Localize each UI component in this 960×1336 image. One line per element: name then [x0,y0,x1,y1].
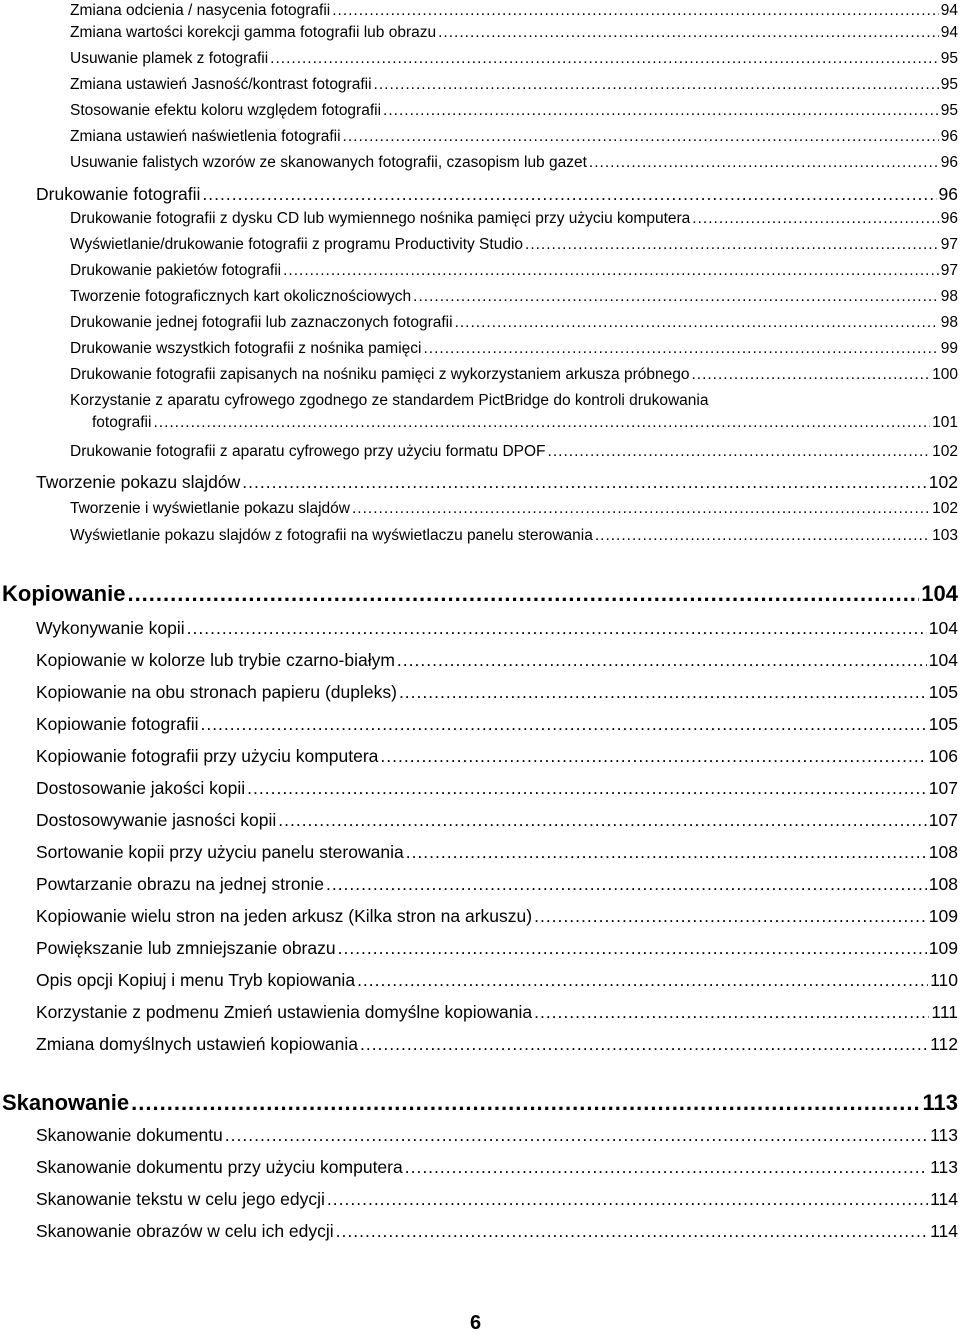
toc-entry-title: Zmiana wartości korekcji gamma fotografii lub obrazu [70,24,437,41]
toc-entry-row [70,338,958,360]
toc-entry-row [70,260,958,282]
toc-entry-row [36,616,958,640]
dot-leader [283,260,939,282]
dot-leader [380,744,926,768]
dot-leader [405,1155,928,1179]
toc-entry-row [36,968,958,992]
toc-entry-level-2[interactable] [36,1123,958,1147]
toc-entry-row [36,1000,958,1024]
toc-entry-page: 110 [930,970,958,990]
toc-entry-title: Drukowanie jednej fotografii lub zaznaczonych fotografii [70,314,453,331]
toc-entry-level-3[interactable] [70,0,958,22]
toc-entry-level-3[interactable] [70,48,958,70]
toc-entry-row [70,312,958,334]
toc-entry-title: Skanowanie obrazów w celu ich edycji [36,1221,334,1241]
toc-entry-page: 94 [940,2,958,19]
toc-entry-row [70,100,958,122]
toc-entry-page: 101 [932,414,958,431]
toc-entry-page: 102 [932,443,958,460]
toc-entry-title: Wykonywanie kopii [36,618,185,638]
toc-entry-level-3[interactable] [70,312,958,334]
toc-entry-page: 99 [940,340,958,357]
toc-entry-level-3[interactable] [70,234,958,256]
toc-entry-page: 97 [940,262,958,279]
toc-entry-page: 112 [930,1034,958,1054]
toc-entry-level-3[interactable] [70,390,958,434]
toc-entry-row [70,286,958,308]
dot-leader [374,74,939,96]
toc-entry-page: 98 [940,288,958,305]
toc-entry-row [70,22,958,44]
toc-entry-page: 100 [932,366,958,383]
toc-entry-title: Kopiowanie fotografii przy użyciu komputera [36,746,379,766]
toc-entry-title: Zmiana odcienia / nasycenia fotografii [70,2,331,19]
toc-entry-row [36,182,958,206]
toc-entry-level-3[interactable] [70,74,958,96]
toc-entry-page: 113 [930,1157,958,1177]
toc-entry-page: 108 [928,874,958,894]
toc-entry-title: Skanowanie [2,1090,130,1115]
dot-leader [326,872,927,896]
toc-entry-level-2[interactable] [36,904,958,928]
toc-entry-page: 108 [928,842,958,862]
toc-entry-row [70,441,958,463]
toc-entry-title: Korzystanie z podmenu Zmień ustawienia domyślne kopiowania [36,1002,533,1022]
toc-entry-row [70,234,958,256]
toc-entry-title-line1: Korzystanie z aparatu cyfrowego zgodnego ze standardem PictBridge do kontroli drukowania [70,392,709,409]
dot-leader [692,208,938,230]
toc-entry-page: 95 [940,102,958,119]
dot-leader [534,904,927,928]
toc-entry-title: Drukowanie fotografii zapisanych na nośniku pamięci z wykorzystaniem arkusza próbnego [70,366,690,383]
dot-leader [270,48,939,70]
toc-entry-row [2,580,958,608]
dot-leader [589,152,939,174]
toc-entry-title: Sortowanie kopii przy użyciu panelu sterowania [36,842,404,862]
toc-entry-row [36,680,958,704]
dot-leader [595,525,930,547]
toc-entry-level-2[interactable] [36,1187,958,1211]
toc-entry-title: Tworzenie i wyświetlanie pokazu slajdów [70,500,350,517]
toc-entry-row [70,48,958,70]
toc-entry-page: 111 [931,1002,958,1022]
toc-entry-row [70,208,958,230]
dot-leader [525,234,939,256]
toc-entry-row [70,412,958,434]
toc-entry-level-2[interactable] [36,680,958,704]
dot-leader [383,100,939,122]
toc-entry-level-3[interactable] [70,364,958,386]
toc-entry-title: Zmiana ustawień naświetlenia fotografii [70,128,341,145]
toc-entry-row [70,74,958,96]
toc-entry-page: 113 [922,1090,958,1115]
toc-entry-level-2[interactable] [36,968,958,992]
toc-entry-title: Drukowanie pakietów fotografii [70,262,282,279]
toc-entry-title: Opis opcji Kopiuj i menu Tryb kopiowania [36,970,356,990]
toc-entry-row [36,712,958,736]
toc-entry-level-2[interactable] [36,616,958,640]
toc-entry-title: Kopiowanie w kolorze lub trybie czarno-białym [36,650,395,670]
toc-entry-page: 95 [940,50,958,67]
toc-entry-level-2[interactable] [36,712,958,736]
toc-entry-level-2[interactable] [36,1155,958,1179]
toc-entry-row [36,648,958,672]
toc-entry-row [36,470,958,494]
toc-entry-level-3[interactable] [70,152,958,174]
dot-leader [534,1000,929,1024]
toc-entry-level-1[interactable] [2,1089,958,1117]
toc-entry-title: fotografii [92,414,152,431]
toc-entry-title: Dostosowanie jakości kopii [36,778,246,798]
toc-entry-page: 103 [932,527,958,544]
toc-entry-title: Drukowanie fotografii z aparatu cyfrowego przy użyciu formatu DPOF [70,443,546,460]
dot-leader [352,498,930,520]
toc-entry-page: 94 [940,24,958,41]
toc-entry-row [2,1089,958,1117]
dot-leader [327,1187,928,1211]
dot-leader [225,1123,928,1147]
toc-entry-level-3[interactable] [70,126,958,148]
toc-entry-level-2[interactable] [36,470,958,494]
dot-leader [278,808,927,832]
toc-entry-page: 109 [928,906,958,926]
toc-entry-title: Drukowanie fotografii [36,184,201,204]
dot-leader [406,840,927,864]
toc-entry-title: Wyświetlanie pokazu slajdów z fotografii na wyświetlaczu panelu sterowania [70,527,593,544]
dot-leader [455,312,939,334]
toc-entry-page: 107 [928,778,958,798]
toc-entry-page: 114 [930,1189,958,1209]
toc-entry-level-2[interactable] [36,648,958,672]
toc-entry-page: 104 [921,581,958,606]
dot-leader [242,470,927,494]
dot-leader [691,364,930,386]
dot-leader [187,616,927,640]
dot-leader [247,776,927,800]
toc-entry-page: 102 [928,472,958,492]
toc-entry-level-1[interactable] [2,580,958,608]
toc-entry-row [36,808,958,832]
toc-entry-title: Kopiowanie wielu stron na jeden arkusz (Kilka stron na arkuszu) [36,906,533,926]
dot-leader [397,648,927,672]
toc-entry-level-2[interactable] [36,872,958,896]
toc-entry-title: Kopiowanie [2,581,126,606]
toc-entry-row [36,840,958,864]
toc-entry-level-3[interactable] [70,498,958,520]
dot-leader [338,936,927,960]
toc-entry-row [36,904,958,928]
toc-entry-row [70,0,958,22]
toc-entry-title: Kopiowanie fotografii [36,714,199,734]
toc-entry-row [70,126,958,148]
toc-entry-row [36,1155,958,1179]
toc-entry-level-3[interactable] [70,441,958,463]
dot-leader [548,441,931,463]
toc-entry-title: Wyświetlanie/drukowanie fotografii z programu Productivity Studio [70,236,524,253]
toc-entry-title: Tworzenie fotograficznych kart okolicznościowych [70,288,412,305]
toc-entry-page: 106 [928,746,958,766]
toc-entry-row [70,525,958,547]
dot-leader [131,1089,920,1117]
toc-entry-page: 104 [928,650,958,670]
toc-entry-level-3[interactable] [70,525,958,547]
toc-entry-row [36,776,958,800]
toc-entry-page: 107 [928,810,958,830]
toc-entry-level-3[interactable] [70,22,958,44]
dot-leader [413,286,939,308]
toc-entry-page: 102 [932,500,958,517]
dot-leader [332,0,939,22]
toc-entry-row [36,1219,958,1243]
toc-entry-title: Powtarzanie obrazu na jednej stronie [36,874,324,894]
dot-leader [153,412,930,434]
toc-entry-level-2[interactable] [36,1000,958,1024]
page-number: 6 [470,1312,482,1334]
toc-entry-title: Kopiowanie na obu stronach papieru (dupleks) [36,682,397,702]
dot-leader [399,680,927,704]
toc-entry-row [36,1032,958,1056]
dot-leader [336,1219,928,1243]
toc-entry-page: 95 [940,76,958,93]
toc-entry-title: Stosowanie efektu koloru względem fotografii [70,102,382,119]
dot-leader [127,580,919,608]
dot-leader [360,1032,928,1056]
toc-entry-page: 98 [940,314,958,331]
toc-entry-page: 104 [928,618,958,638]
toc-entry-level-2[interactable] [36,936,958,960]
toc-entry-row [36,1123,958,1147]
toc-entry-page: 97 [940,236,958,253]
toc-entry-level-2[interactable] [36,1032,958,1056]
toc-entry-page: 105 [928,682,958,702]
toc-entry-level-3[interactable] [70,286,958,308]
toc-entry-title: Tworzenie pokazu slajdów [36,472,241,492]
toc-entry-page: 114 [930,1221,958,1241]
toc-entry-title: Skanowanie dokumentu przy użyciu komputera [36,1157,403,1177]
toc-entry-level-3[interactable] [70,208,958,230]
toc-entry-title: Drukowanie fotografii z dysku CD lub wymiennego nośnika pamięci przy użyciu komputera [70,210,691,227]
toc-entry-level-3[interactable] [70,260,958,282]
toc-entry-title: Powiększanie lub zmniejszanie obrazu [36,938,336,958]
toc-entry-page: 96 [940,154,958,171]
toc-entry-title: Skanowanie tekstu w celu jego edycji [36,1189,325,1209]
toc-entry-row [36,936,958,960]
toc-entry-page: 96 [940,210,958,227]
toc-entry-level-2[interactable] [36,744,958,768]
toc-entry-row [70,498,958,520]
toc-entry-level-3[interactable] [70,100,958,122]
toc-entry-level-2[interactable] [36,776,958,800]
dot-leader [202,182,936,206]
toc-entry-level-3[interactable] [70,338,958,360]
toc-entry-title: Zmiana ustawień Jasność/kontrast fotografii [70,76,372,93]
dot-leader [423,338,938,360]
toc-entry-level-2[interactable] [36,840,958,864]
toc-entry-level-2[interactable] [36,182,958,206]
toc-entry-page: 96 [940,128,958,145]
toc-entry-row [36,872,958,896]
toc-entry-title: Dostosowywanie jasności kopii [36,810,277,830]
toc-entry-row [70,152,958,174]
toc-entry-title: Usuwanie plamek z fotografii [70,50,269,67]
toc-entry-level-2[interactable] [36,1219,958,1243]
toc-entry-page: 105 [928,714,958,734]
toc-entry-row [36,1187,958,1211]
dot-leader [343,126,939,148]
toc-entry-title: Zmiana domyślnych ustawień kopiowania [36,1034,358,1054]
toc-entry-row [36,744,958,768]
dot-leader [438,22,939,44]
toc-entry-page: 109 [928,938,958,958]
toc-entry-page: 96 [938,184,958,204]
dot-leader [200,712,926,736]
dot-leader [357,968,928,992]
toc-entry-level-2[interactable] [36,808,958,832]
toc-entry-page: 113 [930,1125,958,1145]
toc-entry-row [70,364,958,386]
toc-entry-title: Drukowanie wszystkich fotografii z nośnika pamięci [70,340,422,357]
toc-entry-title: Usuwanie falistych wzorów ze skanowanych fotografii, czasopism lub gazet [70,154,587,171]
toc-entry-title: Skanowanie dokumentu [36,1125,223,1145]
